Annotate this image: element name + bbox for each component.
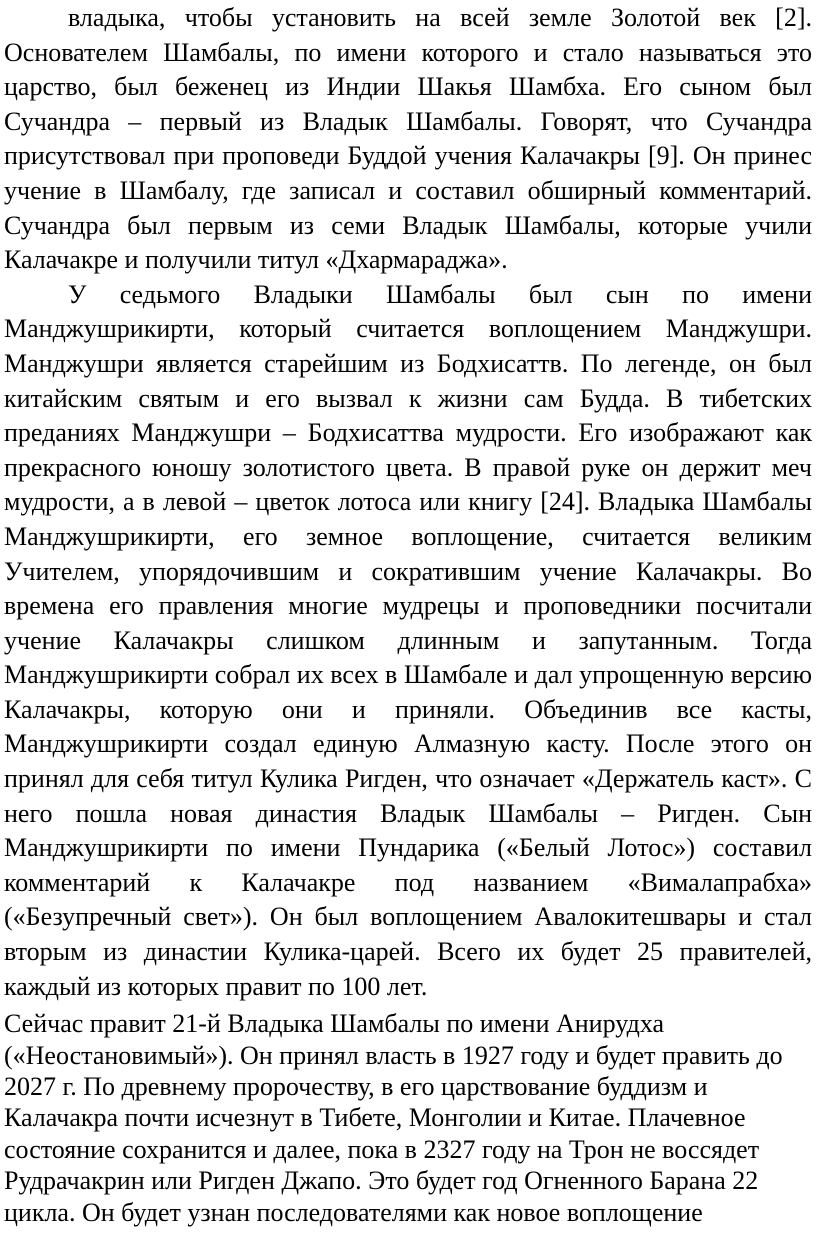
paragraph-3-line: Рудрачакрин или Ригден Джапо. Это будет год Огненного Барана 22: [4, 1166, 759, 1196]
paragraph-3: [4, 1008, 812, 1228]
paragraph-1: владыка, чтобы установить на всей земле Золотой век [2]. Основателем Шамбалы, по имени которого и стало называться это царство, был беженец из Индии Шакья Шамбха. Его сыном был Сучандра – первый из Владык Шамбалы. Говорят, что Сучандра присутствовал при проповеди Буддой учения Калачакры [9]. Он принес учение в Шамбалу, где записал и составил обширный комментарий. Сучандра был первым из семи Владык Шамбалы, которые учили Калачакре и получили титул «Дхармараджа».: [4, 3, 812, 275]
paragraph-3-line: цикла. Он будет узнан последователями как новое воплощение: [4, 1197, 703, 1227]
paragraph-3-line: Калачакра почти исчезнут в Тибете, Монголии и Китае. Плачевное: [4, 1103, 746, 1133]
paragraph-3-line: состояние сохранится и далее, пока в 2327 году на Трон не воссядет: [4, 1134, 760, 1164]
paragraph-2: У седьмого Владыки Шамбалы был сын по имени Манджушрикирти, который считается воплощением Манджушри. Манджушри является старейшим из Бодхисаттв. По легенде, он был китайским святым и его вызвал к жизни сам Будда. В тибетских преданиях Манджушри – Бодхисаттва мудрости. Его изображают как прекрасного юношу золотистого цвета. В правой руке он держит меч мудрости, а в левой – цветок лотоса или книгу [24]. Владыка Шамбалы Манджушрикирти, его земное воплощение, считается великим Учителем, упорядочившим и сократившим учение Калачакры. Во времена его правления многие мудрецы и проповедники посчитали учение Калачакры слишком длинным и запутанным. Тогда Манджушрикирти собрал их всех в Шамбале и дал упрощенную версию Калачакры, которую они и приняли. Объединив все касты, Манджушрикирти создал единую Алмазную касту. После этого он принял для себя титул Кулика Ригден, что означает «Держатель каст». С него пошла новая династия Владык Шамбалы – Ригден. Сын Манджушрикирти по имени Пундарика («Белый Лотос») составил комментарий к Калачакре под названием «Вималапрабха» («Безупречный свет»). Он был воплощением Авалокитешвары и стал вторым из династии Кулика-царей. Всего их будет 25 правителей, каждый из которых правит по 100 лет.: [4, 279, 812, 1001]
paragraph-3-line: 2027 г. По древнему пророчеству, в его царствование буддизм и: [4, 1072, 708, 1102]
paragraph-3-line: Сейчас правит 21-й Владыка Шамбалы по имени Анирудха: [4, 1009, 665, 1039]
paragraph-3-line: («Неостановимый»). Он принял власть в 1927 году и будет править до: [4, 1040, 783, 1070]
